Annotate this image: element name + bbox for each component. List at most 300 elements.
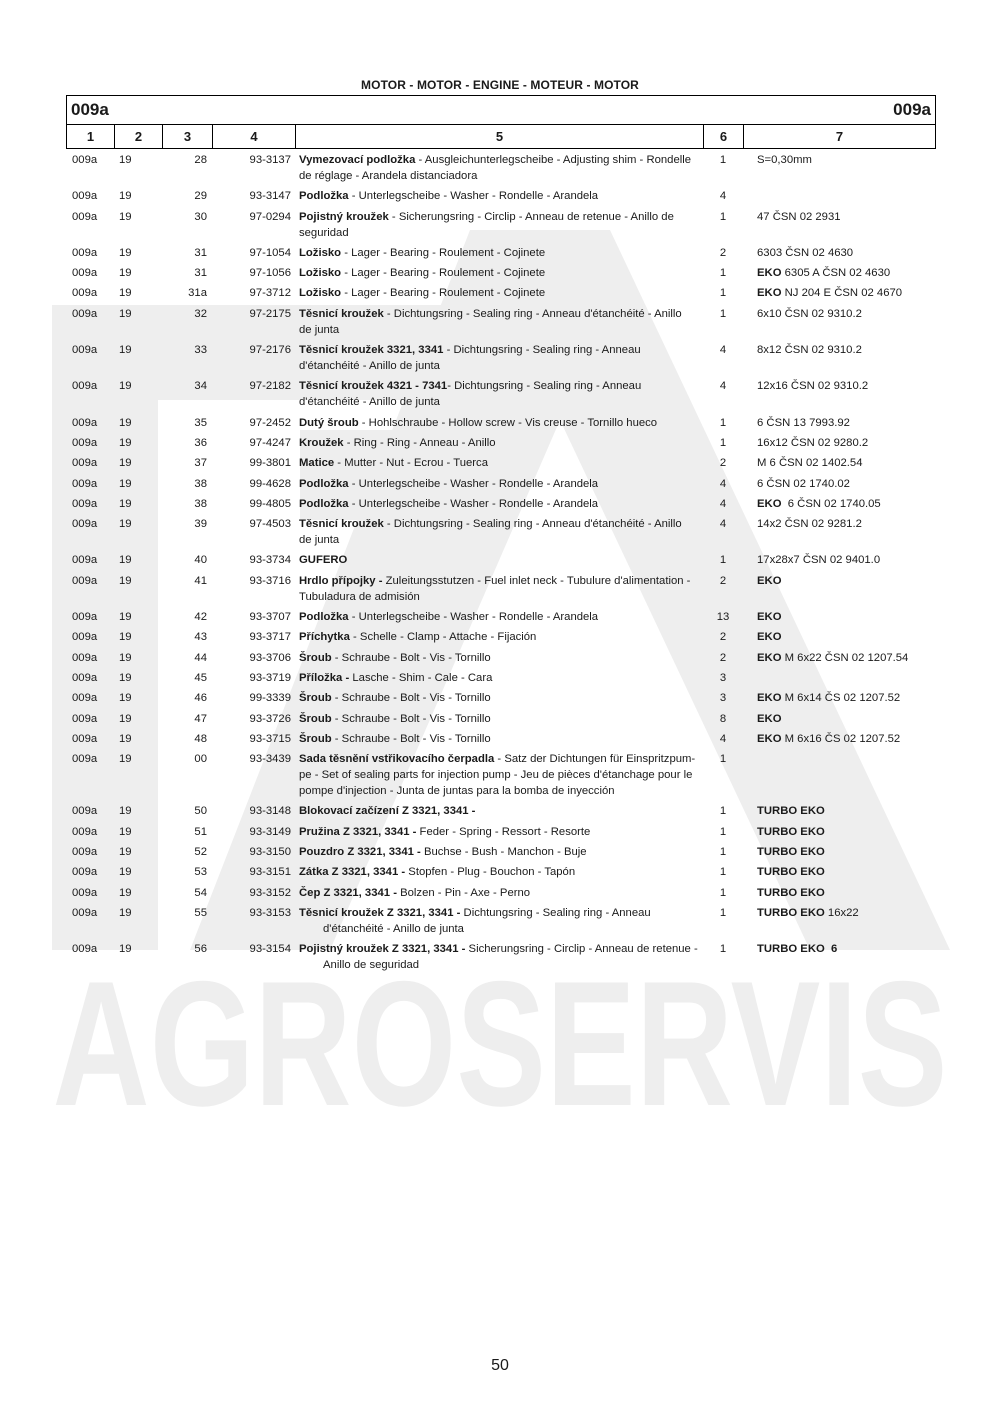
cell-position: 39 xyxy=(194,518,207,531)
part-translations: Zuleitungsstutzen - Fuel inlet neck - Tubulure d'alimentation - xyxy=(382,574,691,587)
cell-figure: 19 xyxy=(119,307,132,320)
cell-note xyxy=(743,844,934,860)
table-row xyxy=(66,476,934,492)
description-line xyxy=(299,285,699,301)
cell-part-number: 93-3715 xyxy=(249,732,291,745)
part-name: Vymezovací podložka xyxy=(299,154,416,166)
cell-description xyxy=(295,342,703,374)
cell-figure: 19 xyxy=(119,416,132,429)
cell-quantity: 4 xyxy=(719,518,727,531)
table-row xyxy=(66,152,934,184)
cell-group: 009a xyxy=(72,210,98,223)
cell-part-number: 93-3706 xyxy=(249,651,291,664)
part-name: Blokovací začízení Z 3321, 3341 - xyxy=(299,805,476,818)
cell-quantity: 1 xyxy=(719,906,727,919)
part-name: Podložka xyxy=(299,611,349,624)
description-line xyxy=(299,435,699,451)
cell-part-number: 93-3150 xyxy=(249,846,291,859)
cell-quantity: 3 xyxy=(719,671,727,684)
cell-part-number: 97-0294 xyxy=(249,210,291,223)
cell-description xyxy=(295,711,703,727)
part-translations: - Schraube - Bolt - Vis - Tornillo xyxy=(331,692,491,705)
cell-group: 009a xyxy=(72,436,98,449)
part-name: Šroub xyxy=(299,651,332,664)
part-translations: - Dichtungsring - Sealing ring - Anneau d'étanchéité - Anillo xyxy=(383,307,682,320)
cell-figure: 19 xyxy=(119,436,132,449)
cell-quantity: 1 xyxy=(719,886,727,899)
note-variant: EKO xyxy=(757,574,782,587)
cell-position: 47 xyxy=(194,712,207,725)
cell-note xyxy=(743,415,934,431)
cell-quantity: 1 xyxy=(719,154,727,166)
description-line xyxy=(299,650,699,666)
cell-group: 009a xyxy=(72,267,98,280)
cell-figure: 19 xyxy=(119,692,132,705)
cell-part-number: 93-3149 xyxy=(249,825,291,838)
note-standard: M 6x16 ČS 02 1207.52 xyxy=(781,732,901,745)
table-row xyxy=(66,245,934,261)
part-translations: Lasche - Shim - Cale - Cara xyxy=(349,671,493,684)
cell-part-number: 97-2452 xyxy=(249,416,291,429)
cell-figure: 19 xyxy=(119,246,132,259)
note-standard: 6 ČSN 02 1740.02 xyxy=(757,477,850,490)
part-translations: - Dichtungsring - Sealing ring - Anneau xyxy=(443,344,641,357)
cell-description xyxy=(295,415,703,431)
cell-quantity: 1 xyxy=(719,805,727,818)
note-variant: TURBO EKO xyxy=(757,846,825,859)
cell-part-number: 93-3147 xyxy=(249,190,291,203)
part-name: Těsnicí kroužek xyxy=(299,307,384,320)
cell-description xyxy=(295,573,703,605)
part-translations: - Unterlegscheibe - Washer - Rondelle - Arandela xyxy=(348,190,599,203)
table-row xyxy=(66,209,934,241)
cell-group: 009a xyxy=(72,943,98,956)
cell-figure: 19 xyxy=(119,344,132,357)
description-line xyxy=(299,209,699,225)
part-translations: Buchse - Bush - Manchon - Buje xyxy=(420,846,587,859)
cell-group: 009a xyxy=(72,805,98,818)
part-name: Příložka - xyxy=(299,671,350,684)
description-continuation: de junta xyxy=(299,534,340,547)
table-row xyxy=(66,844,934,860)
cell-part-number: 97-4503 xyxy=(249,518,291,531)
cell-part-number: 99-3801 xyxy=(249,457,291,470)
note-variant: TURBO EKO xyxy=(757,906,825,919)
cell-quantity: 1 xyxy=(719,825,727,838)
cell-figure: 19 xyxy=(119,866,132,879)
note-standard: M 6x14 ČS 02 1207.52 xyxy=(781,692,901,705)
cell-figure: 19 xyxy=(119,380,132,393)
part-name: Dutý šroub xyxy=(299,416,359,429)
cell-part-number: 97-2175 xyxy=(249,307,291,320)
cell-position: 31 xyxy=(194,267,207,280)
description-line xyxy=(299,516,699,532)
part-translations: - Lager - Bearing - Roulement - Cojinete xyxy=(341,287,546,300)
cell-quantity: 1 xyxy=(719,943,727,956)
part-translations: - Ring - Ring - Anneau - Anillo xyxy=(343,436,496,449)
cell-group: 009a xyxy=(72,866,98,879)
cell-position: 48 xyxy=(194,732,207,745)
cell-group: 009a xyxy=(72,554,98,567)
cell-note xyxy=(743,609,934,625)
cell-group: 009a xyxy=(72,825,98,838)
part-translations: - Lager - Bearing - Roulement - Cojinete xyxy=(341,267,546,280)
table-row xyxy=(66,650,934,666)
cell-part-number: 93-3719 xyxy=(249,671,291,684)
cell-group: 009a xyxy=(72,631,98,644)
cell-quantity: 1 xyxy=(719,866,727,879)
cell-note xyxy=(743,378,934,410)
cell-part-number: 93-3707 xyxy=(249,611,291,624)
cell-figure: 19 xyxy=(119,477,132,490)
cell-position: 38 xyxy=(194,477,207,490)
table-row xyxy=(66,455,934,471)
note-standard: 16x22 xyxy=(824,906,859,919)
note-variant: EKO xyxy=(757,611,782,624)
cell-part-number: 97-3712 xyxy=(249,287,291,300)
cell-note xyxy=(743,941,934,973)
note-standard: 6305 A ČSN 02 4630 xyxy=(781,267,891,280)
cell-note xyxy=(743,435,934,451)
note-standard: M 6 ČSN 02 1402.54 xyxy=(757,457,863,470)
cell-part-number: 93-3148 xyxy=(249,805,291,818)
part-name: Podložka xyxy=(299,477,349,490)
note-standard: 14x2 ČSN 02 9281.2 xyxy=(757,518,862,531)
description-line xyxy=(299,188,699,204)
part-translations: Dichtungsring - Sealing ring - Anneau xyxy=(460,906,651,919)
cell-description xyxy=(295,690,703,706)
table-row xyxy=(66,415,934,431)
note-standard: M 6x22 ČSN 02 1207.54 xyxy=(781,651,909,664)
note-standard: 16x12 ČSN 02 9280.2 xyxy=(757,436,869,449)
note-variant: TURBO EKO xyxy=(757,886,825,899)
table-row xyxy=(66,435,934,451)
cell-note xyxy=(743,476,934,492)
description-line xyxy=(299,265,699,281)
cell-note xyxy=(743,455,934,471)
note-standard: 47 ČSN 02 2931 xyxy=(757,210,841,223)
cell-note xyxy=(743,824,934,840)
cell-description xyxy=(295,306,703,338)
column-header-3: 3 xyxy=(163,125,213,148)
description-line xyxy=(299,455,699,471)
cell-note xyxy=(743,864,934,880)
cell-position: 50 xyxy=(194,805,207,818)
description-line xyxy=(299,152,699,168)
description-line xyxy=(299,731,699,747)
cell-part-number: 93-3152 xyxy=(249,886,291,899)
part-name: Čep Z 3321, 3341 - xyxy=(299,886,397,899)
cell-position: 54 xyxy=(194,886,207,899)
cell-quantity: 1 xyxy=(719,753,727,766)
cell-part-number: 93-3153 xyxy=(249,906,291,919)
cell-group: 009a xyxy=(72,154,98,166)
part-translations: Sicherungsring - Circlip - Anneau de retenue - xyxy=(465,943,698,956)
cell-description xyxy=(295,378,703,410)
cell-description xyxy=(295,245,703,261)
cell-part-number: 93-3716 xyxy=(249,574,291,587)
part-name: Šroub xyxy=(299,732,332,745)
cell-description xyxy=(295,905,703,937)
cell-position: 37 xyxy=(194,457,207,470)
description-line xyxy=(299,751,699,767)
part-name: Příchytka xyxy=(299,631,350,644)
cell-note xyxy=(743,803,934,819)
cell-figure: 19 xyxy=(119,906,132,919)
cell-note xyxy=(743,711,934,727)
cell-figure: 19 xyxy=(119,671,132,684)
cell-position: 51 xyxy=(194,825,207,838)
cell-quantity: 2 xyxy=(719,651,727,664)
cell-quantity: 2 xyxy=(719,631,727,644)
cell-description xyxy=(295,670,703,686)
table-row xyxy=(66,378,934,410)
part-translations: - Satz der Dichtungen für Einspritzpum- xyxy=(494,753,696,766)
part-name: Těsnicí kroužek xyxy=(299,518,384,531)
table-row xyxy=(66,885,934,901)
cell-figure: 19 xyxy=(119,651,132,664)
description-continuation: pompe d'injection - Junta de juntas para la bomba de inyección xyxy=(299,785,615,798)
description-line xyxy=(299,342,699,358)
description-line xyxy=(299,711,699,727)
part-translations: - Lager - Bearing - Roulement - Cojinete xyxy=(341,246,546,259)
column-header-7: 7 xyxy=(835,129,844,144)
cell-group: 009a xyxy=(72,416,98,429)
cell-description xyxy=(295,188,703,204)
part-name: Pojistný kroužek Z 3321, 3341 - xyxy=(299,943,466,956)
cell-position: 36 xyxy=(194,436,207,449)
page-title: MOTOR - MOTOR - ENGINE - MOTEUR - MOTOR xyxy=(361,78,639,92)
cell-description xyxy=(295,650,703,666)
cell-position: 34 xyxy=(194,380,207,393)
cell-figure: 19 xyxy=(119,611,132,624)
cell-part-number: 97-1054 xyxy=(249,246,291,259)
part-translations: - Schelle - Clamp - Attache - Fijación xyxy=(349,631,537,644)
note-variant: EKO xyxy=(757,631,782,644)
cell-group: 009a xyxy=(72,712,98,725)
cell-figure: 19 xyxy=(119,712,132,725)
part-translations: Stopfen - Plug - Bouchon - Tapón xyxy=(405,866,576,879)
description-line xyxy=(299,629,699,645)
cell-figure: 19 xyxy=(119,825,132,838)
cell-part-number: 93-3137 xyxy=(249,154,291,166)
cell-group: 009a xyxy=(72,611,98,624)
table-row xyxy=(66,496,934,512)
table-row xyxy=(66,803,934,819)
cell-figure: 19 xyxy=(119,154,132,166)
description-line xyxy=(299,824,699,840)
cell-part-number: 93-3439 xyxy=(249,753,291,766)
note-standard: NJ 204 E ČSN 02 4670 xyxy=(781,287,903,300)
cell-position: 32 xyxy=(194,307,207,320)
part-name: Šroub xyxy=(299,692,332,705)
description-line xyxy=(299,573,699,589)
part-name: Kroužek xyxy=(299,436,344,449)
cell-quantity: 4 xyxy=(719,380,727,393)
cell-description xyxy=(295,552,703,568)
cell-group: 009a xyxy=(72,753,98,766)
cell-figure: 19 xyxy=(119,753,132,766)
note-variant: TURBO EKO xyxy=(757,805,825,818)
cell-note xyxy=(743,342,934,374)
cell-figure: 19 xyxy=(119,497,132,510)
description-line xyxy=(299,496,699,512)
cell-quantity: 4 xyxy=(719,190,727,203)
part-translations: - Sicherungsring - Circlip - Anneau de retenue - Anillo de xyxy=(388,210,674,223)
cell-quantity: 4 xyxy=(719,477,727,490)
cell-figure: 19 xyxy=(119,943,132,956)
cell-group: 009a xyxy=(72,344,98,357)
cell-position: 42 xyxy=(194,611,207,624)
table-row xyxy=(66,342,934,374)
cell-part-number: 93-3151 xyxy=(249,866,291,879)
note-standard: 12x16 ČSN 02 9310.2 xyxy=(757,380,869,393)
description-line xyxy=(299,885,699,901)
table-row xyxy=(66,670,934,686)
note-standard: 6x10 ČSN 02 9310.2 xyxy=(757,307,862,320)
cell-part-number: 97-2182 xyxy=(249,380,291,393)
cell-note xyxy=(743,670,934,686)
cell-figure: 19 xyxy=(119,190,132,203)
table-row xyxy=(66,609,934,625)
table-row xyxy=(66,711,934,727)
part-translations: - Mutter - Nut - Ecrou - Tuerca xyxy=(334,457,488,470)
cell-position: 46 xyxy=(194,692,207,705)
cell-description xyxy=(295,435,703,451)
cell-group: 009a xyxy=(72,518,98,531)
part-name: Těsnicí kroužek Z 3321, 3341 - xyxy=(299,906,461,919)
cell-group: 009a xyxy=(72,906,98,919)
column-header-6: 6 xyxy=(704,125,744,148)
cell-quantity: 1 xyxy=(719,436,727,449)
cell-position: 41 xyxy=(194,574,207,587)
table-row xyxy=(66,751,934,799)
cell-note xyxy=(743,731,934,747)
part-name: Pojistný kroužek xyxy=(299,210,389,223)
cell-part-number: 93-3154 xyxy=(249,943,291,956)
table-row xyxy=(66,552,934,568)
cell-position: 00 xyxy=(194,753,207,766)
cell-position: 28 xyxy=(194,154,207,166)
cell-note xyxy=(743,306,934,338)
cell-quantity: 4 xyxy=(719,344,727,357)
cell-description xyxy=(295,516,703,548)
section-row xyxy=(67,96,935,125)
part-name: Podložka xyxy=(299,497,349,510)
cell-position: 43 xyxy=(194,631,207,644)
column-header-4: 4 xyxy=(213,125,296,148)
description-continuation: d'étanchéité - Anillo de junta xyxy=(323,922,464,935)
cell-quantity: 13 xyxy=(716,611,730,624)
note-standard: S=0,30mm xyxy=(757,154,812,166)
cell-quantity: 3 xyxy=(719,692,727,705)
cell-position: 45 xyxy=(194,671,207,684)
column-header-5: 5 xyxy=(296,125,704,148)
cell-description xyxy=(295,803,703,819)
cell-quantity: 1 xyxy=(719,267,727,280)
part-translations: - Dichtungsring - Sealing ring - Anneau xyxy=(447,380,642,393)
cell-group: 009a xyxy=(72,846,98,859)
cell-description xyxy=(295,885,703,901)
cell-group: 009a xyxy=(72,497,98,510)
cell-part-number: 93-3726 xyxy=(249,712,291,725)
cell-group: 009a xyxy=(72,574,98,587)
table-row xyxy=(66,731,934,747)
cell-quantity: 2 xyxy=(719,574,727,587)
cell-figure: 19 xyxy=(119,886,132,899)
table-row xyxy=(66,824,934,840)
table-row xyxy=(66,905,934,937)
cell-quantity: 2 xyxy=(719,457,727,470)
cell-note xyxy=(743,650,934,666)
description-line xyxy=(299,670,699,686)
cell-part-number: 99-4628 xyxy=(249,477,291,490)
part-name: Těsnicí kroužek 3321, 3341 xyxy=(299,344,444,357)
cell-position: 31a xyxy=(188,287,207,300)
part-translations: - Unterlegscheibe - Washer - Rondelle - Arandela xyxy=(348,477,599,490)
cell-group: 009a xyxy=(72,307,98,320)
part-translations: - Unterlegscheibe - Washer - Rondelle - Arandela xyxy=(348,497,599,510)
cell-position: 31 xyxy=(194,246,207,259)
cell-figure: 19 xyxy=(119,732,132,745)
cell-quantity: 1 xyxy=(719,554,727,567)
cell-part-number: 97-1056 xyxy=(249,267,291,280)
part-name: Těsnicí kroužek 4321 - 7341 xyxy=(299,380,448,393)
cell-description xyxy=(295,941,703,973)
cell-quantity: 1 xyxy=(719,287,727,300)
note-variant: EKO xyxy=(757,712,782,725)
note-variant: EKO xyxy=(757,692,782,705)
cell-quantity: 1 xyxy=(719,210,727,223)
description-line xyxy=(299,905,699,921)
description-line xyxy=(299,476,699,492)
cell-quantity: 4 xyxy=(719,732,727,745)
cell-part-number: 99-4805 xyxy=(249,497,291,510)
cell-description xyxy=(295,751,703,799)
cell-description xyxy=(295,824,703,840)
column-headers xyxy=(67,125,935,148)
description-continuation: de réglage - Arandela distanciadora xyxy=(299,170,478,182)
table-row xyxy=(66,629,934,645)
cell-position: 38 xyxy=(194,497,207,510)
description-line xyxy=(299,609,699,625)
cell-description xyxy=(295,864,703,880)
part-translations: - Unterlegscheibe - Washer - Rondelle - Arandela xyxy=(348,611,599,624)
note-standard: 17x28x7 ČSN 02 9401.0 xyxy=(757,554,881,567)
table-header-frame xyxy=(66,95,936,149)
cell-note xyxy=(743,188,934,204)
description-line xyxy=(299,844,699,860)
column-header-1: 1 xyxy=(67,125,115,148)
cell-figure: 19 xyxy=(119,846,132,859)
note-variant: TURBO EKO xyxy=(757,825,825,838)
cell-position: 56 xyxy=(194,943,207,956)
cell-figure: 19 xyxy=(119,287,132,300)
cell-group: 009a xyxy=(72,457,98,470)
cell-description xyxy=(295,609,703,625)
cell-quantity: 1 xyxy=(719,307,727,320)
table-row xyxy=(66,573,934,605)
cell-description xyxy=(295,731,703,747)
description-continuation: Tubuladura de admisión xyxy=(299,590,420,603)
description-continuation: d'étanchéité - Anillo de junta xyxy=(299,360,440,373)
note-standard: 8x12 ČSN 02 9310.2 xyxy=(757,344,862,357)
cell-note xyxy=(743,905,934,937)
part-translations: - Schraube - Bolt - Vis - Tornillo xyxy=(331,732,491,745)
cell-position: 44 xyxy=(194,651,207,664)
part-name: Pružina Z 3321, 3341 - xyxy=(299,825,417,838)
cell-note xyxy=(743,152,934,184)
